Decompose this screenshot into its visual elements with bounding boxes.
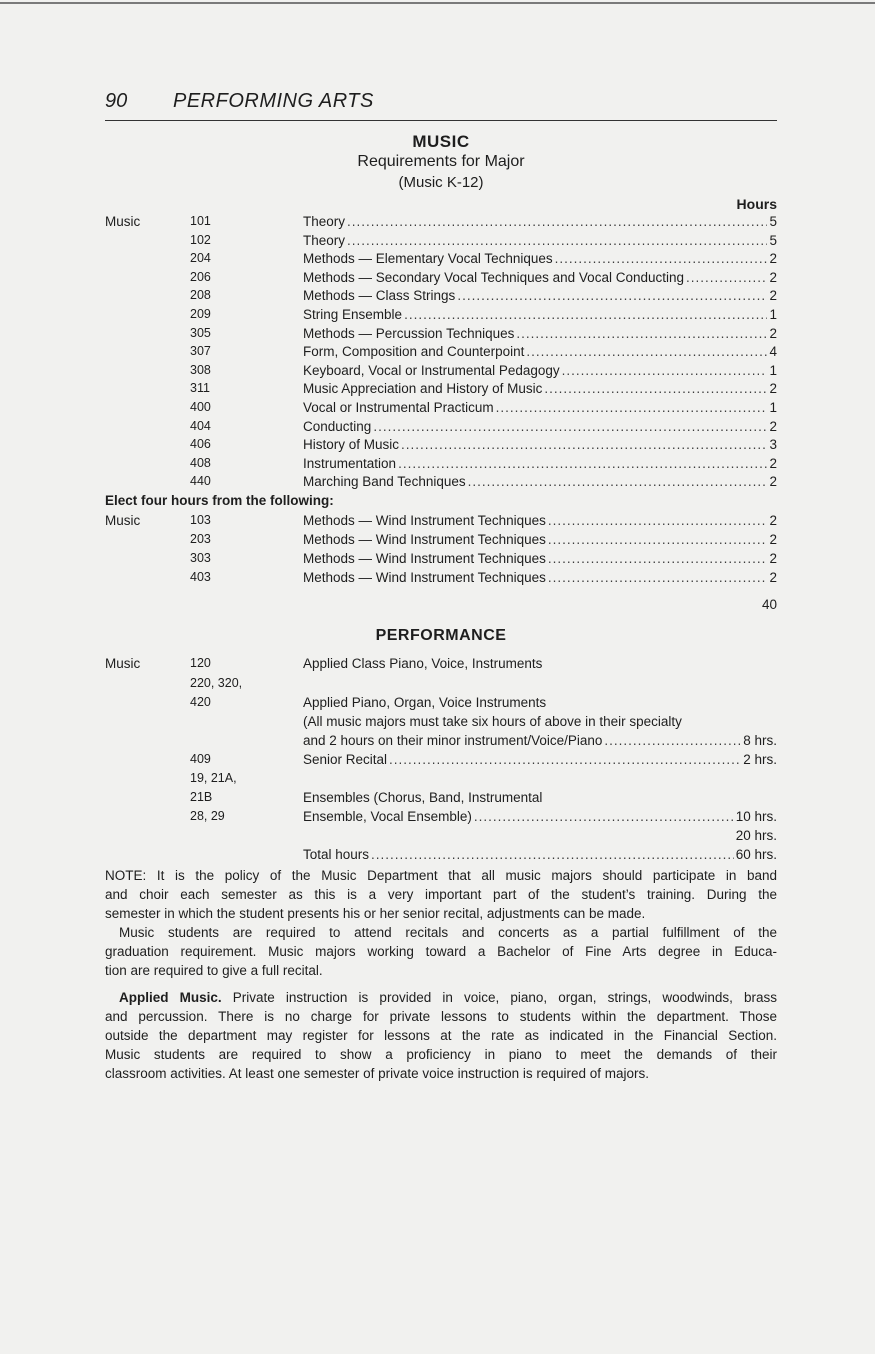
course-row bbox=[0, 233, 875, 252]
leader-dots bbox=[548, 513, 768, 528]
elect-label: Elect four hours from the following: bbox=[105, 493, 334, 508]
leader-dots bbox=[401, 437, 767, 452]
leader-dots bbox=[548, 532, 768, 547]
course-hours: 5 bbox=[769, 214, 777, 229]
text-line: semester in which the student presents his or her senior recital, adjustments can be made. bbox=[105, 906, 646, 921]
course-leader bbox=[303, 307, 777, 322]
course-hours: 2 bbox=[769, 288, 777, 304]
course-hours: 8 hrs. bbox=[743, 733, 777, 748]
applied-music-paragraph bbox=[105, 988, 777, 1083]
course-row bbox=[0, 437, 875, 456]
course-number: 403 bbox=[190, 570, 211, 584]
course-leader bbox=[303, 437, 777, 452]
performance-heading: PERFORMANCE bbox=[375, 627, 507, 644]
note-paragraph bbox=[105, 866, 777, 980]
course-number: 204 bbox=[190, 251, 211, 266]
course-number: 305 bbox=[190, 325, 211, 340]
course-hours: 4 bbox=[769, 344, 777, 360]
section-title: PERFORMING ARTS bbox=[173, 90, 374, 112]
text-line: tion are required to give a full recital. bbox=[105, 963, 323, 978]
course-title: Ensembles (Chorus, Band, Instrumental bbox=[303, 790, 543, 805]
course-number: 440 bbox=[190, 474, 211, 489]
course-row bbox=[0, 400, 875, 419]
course-row bbox=[0, 307, 875, 326]
course-leader bbox=[303, 381, 777, 396]
perf-row bbox=[0, 828, 875, 847]
perf-row bbox=[0, 656, 875, 675]
course-leader bbox=[303, 344, 777, 359]
perf-row bbox=[0, 809, 875, 828]
leader-dots bbox=[555, 251, 768, 266]
course-leader bbox=[303, 251, 777, 266]
course-note: and 2 hours on their minor instrument/Voice/Piano bbox=[303, 733, 603, 748]
course-title: Marching Band Techniques bbox=[303, 474, 466, 490]
leader-dots bbox=[404, 307, 767, 322]
course-hours: 2 bbox=[769, 381, 777, 397]
course-hours: 2 bbox=[769, 418, 777, 434]
course-leader bbox=[303, 270, 777, 285]
leader-dots bbox=[389, 752, 741, 767]
course-row bbox=[0, 381, 875, 400]
course-title: Methods — Wind Instrument Techniques bbox=[303, 551, 546, 566]
course-row bbox=[0, 419, 875, 438]
course-title: Methods — Percussion Techniques bbox=[303, 325, 515, 341]
text-line bbox=[105, 988, 777, 1007]
leader-dots bbox=[548, 551, 768, 566]
applied-music-heading: Applied Music. bbox=[119, 990, 222, 1005]
course-title: History of Music bbox=[303, 437, 400, 453]
leader-dots bbox=[548, 570, 768, 585]
requirements-heading: Requirements for Major bbox=[357, 153, 525, 170]
leader-dots bbox=[468, 474, 768, 489]
course-hours: 2 bbox=[769, 570, 777, 585]
course-hours: 2 bbox=[769, 455, 777, 471]
top-rule bbox=[0, 2, 875, 4]
course-hours: 2 bbox=[769, 532, 777, 547]
course-number: 400 bbox=[190, 400, 211, 414]
perf-row bbox=[0, 695, 875, 714]
course-number: 308 bbox=[190, 362, 211, 377]
course-number: 404 bbox=[190, 418, 211, 433]
leader-dots bbox=[347, 233, 767, 248]
leader-dots bbox=[604, 733, 741, 748]
text-line: Music students are required to show a proficiency in piano to meet the demands of their bbox=[105, 1047, 777, 1062]
leader-dots bbox=[347, 214, 767, 229]
course-title: Conducting bbox=[303, 418, 372, 434]
course-row bbox=[0, 288, 875, 307]
dept-label: Music bbox=[105, 656, 141, 671]
text-line: graduation requirement. Music majors working toward a Bachelor of Fine Arts degree in Educa- bbox=[105, 944, 777, 959]
text-line: and percussion. There is no charge for private lessons to students within the department. Those bbox=[105, 1009, 777, 1024]
course-title: Ensemble, Vocal Ensemble) bbox=[303, 809, 472, 824]
total-row bbox=[0, 597, 875, 616]
course-number: 220, 320, bbox=[190, 676, 243, 690]
course-title: Methods — Wind Instrument Techniques bbox=[303, 532, 546, 547]
course-leader bbox=[303, 214, 777, 229]
leader-dots bbox=[474, 809, 734, 824]
course-number: 307 bbox=[190, 344, 211, 359]
leader-dots bbox=[496, 400, 768, 415]
course-number: 21B bbox=[190, 790, 213, 804]
course-hours: 2 bbox=[769, 325, 777, 341]
leader-dots bbox=[373, 419, 767, 434]
course-leader bbox=[303, 233, 777, 248]
course-row bbox=[0, 513, 875, 532]
page-header bbox=[105, 90, 777, 121]
total-hours: 40 bbox=[761, 597, 777, 612]
leader-dots bbox=[686, 270, 767, 285]
course-number: 103 bbox=[190, 513, 211, 527]
course-hours: 2 bbox=[769, 551, 777, 566]
course-title: String Ensemble bbox=[303, 307, 403, 322]
course-number: 28, 29 bbox=[190, 809, 225, 823]
leader-dots bbox=[544, 381, 767, 396]
hours-column-header: Hours bbox=[736, 196, 777, 212]
course-leader bbox=[303, 513, 777, 528]
course-hours: 2 bbox=[769, 474, 777, 490]
course-title: Methods — Wind Instrument Techniques bbox=[303, 513, 546, 528]
subtotal-hours: 20 hrs. bbox=[735, 828, 777, 843]
course-hours: 5 bbox=[769, 232, 777, 248]
leader-dots bbox=[526, 344, 767, 359]
text-line: outside the department may register for lessons at the rate as indicated in the Financial Section. bbox=[105, 1028, 777, 1043]
course-hours: 2 hrs. bbox=[743, 752, 777, 767]
course-leader bbox=[303, 419, 777, 434]
text-line: classroom activities. At least one semester of private voice instruction is required of majors. bbox=[105, 1066, 649, 1081]
course-row bbox=[0, 570, 875, 589]
course-row bbox=[0, 456, 875, 475]
course-number: 406 bbox=[190, 437, 211, 452]
leader-dots bbox=[398, 456, 767, 471]
course-number: 303 bbox=[190, 551, 211, 565]
perf-row bbox=[0, 676, 875, 695]
page-number: 90 bbox=[105, 90, 128, 112]
course-leader bbox=[303, 326, 777, 341]
course-hours: 3 bbox=[769, 437, 777, 453]
course-hours: 1 bbox=[769, 307, 777, 322]
course-leader bbox=[303, 570, 777, 585]
course-leader bbox=[303, 551, 777, 566]
course-hours: 2 bbox=[769, 269, 777, 285]
course-title: Methods — Elementary Vocal Techniques bbox=[303, 251, 553, 267]
course-row bbox=[0, 251, 875, 270]
leader-dots bbox=[516, 326, 767, 341]
course-hours: 2 bbox=[769, 251, 777, 267]
course-note: (All music majors must take six hours of above in their specialty bbox=[303, 714, 682, 729]
course-number: 420 bbox=[190, 695, 211, 709]
course-title: Methods — Class Strings bbox=[303, 288, 456, 304]
course-number: 206 bbox=[190, 269, 211, 284]
text-line: NOTE: It is the policy of the Music Department that all music majors should participate in band bbox=[105, 868, 777, 883]
course-row bbox=[0, 270, 875, 289]
course-title: Methods — Wind Instrument Techniques bbox=[303, 570, 546, 585]
total-hours: 60 hrs. bbox=[735, 847, 777, 862]
perf-row bbox=[0, 733, 875, 752]
music-heading: MUSIC bbox=[412, 132, 470, 151]
dept-label: Music bbox=[105, 513, 141, 528]
course-number: 408 bbox=[190, 455, 211, 470]
text-line: Music students are required to attend recitals and concerts as a partial fulfillment of the bbox=[119, 925, 777, 940]
text-line: and choir each semester as this is a very important part of the student’s training. During the bbox=[105, 887, 777, 902]
dept-label: Music bbox=[105, 214, 141, 229]
perf-row bbox=[0, 752, 875, 771]
course-number: 102 bbox=[190, 232, 211, 247]
course-leader bbox=[303, 532, 777, 547]
course-hours: 1 bbox=[769, 362, 777, 378]
course-title: Instrumentation bbox=[303, 455, 397, 471]
course-hours: 2 bbox=[769, 513, 777, 528]
course-title: Applied Class Piano, Voice, Instruments bbox=[303, 656, 543, 671]
course-leader bbox=[303, 752, 777, 767]
course-leader bbox=[303, 809, 777, 824]
elect-row bbox=[0, 493, 875, 512]
course-title: Keyboard, Vocal or Instrumental Pedagogy bbox=[303, 362, 560, 378]
course-row bbox=[0, 474, 875, 493]
course-number: 19, 21A, bbox=[190, 771, 237, 785]
course-title: Senior Recital bbox=[303, 752, 388, 767]
course-title: Music Appreciation and History of Music bbox=[303, 381, 543, 397]
course-leader bbox=[303, 400, 777, 415]
course-hours: 1 bbox=[769, 400, 777, 415]
course-row bbox=[0, 551, 875, 570]
perf-row bbox=[0, 790, 875, 809]
course-leader bbox=[303, 847, 777, 862]
course-row bbox=[0, 344, 875, 363]
course-number: 208 bbox=[190, 288, 211, 303]
course-number: 209 bbox=[190, 307, 211, 321]
text-run: Private instruction is provided in voice, piano, organ, strings, woodwinds, brass bbox=[221, 990, 777, 1005]
course-leader bbox=[303, 363, 777, 378]
perf-row bbox=[0, 714, 875, 733]
course-title: Theory bbox=[303, 232, 346, 248]
course-leader bbox=[303, 474, 777, 489]
leader-dots bbox=[562, 363, 768, 378]
requirements-subheading: (Music K-12) bbox=[398, 174, 484, 191]
course-title: Form, Composition and Counterpoint bbox=[303, 344, 525, 360]
course-number: 311 bbox=[190, 381, 210, 396]
course-leader bbox=[303, 733, 777, 748]
course-title: Applied Piano, Organ, Voice Instruments bbox=[303, 695, 547, 710]
course-row bbox=[0, 214, 875, 233]
leader-dots bbox=[457, 288, 767, 303]
course-leader bbox=[303, 288, 777, 303]
course-leader bbox=[303, 456, 777, 471]
course-number: 120 bbox=[190, 656, 211, 670]
course-title: Theory bbox=[303, 214, 346, 229]
course-number: 203 bbox=[190, 532, 211, 546]
leader-dots bbox=[371, 847, 734, 862]
course-row bbox=[0, 326, 875, 345]
course-number: 409 bbox=[190, 752, 211, 766]
perf-row bbox=[0, 771, 875, 790]
course-row bbox=[0, 532, 875, 551]
perf-total-row bbox=[0, 847, 875, 866]
course-title: Methods — Secondary Vocal Techniques and Vocal Conducting bbox=[303, 269, 684, 285]
course-row bbox=[0, 363, 875, 382]
course-hours: 10 hrs. bbox=[735, 809, 777, 824]
total-label: Total hours bbox=[303, 847, 370, 862]
course-title: Vocal or Instrumental Practicum bbox=[303, 400, 494, 415]
course-number: 101 bbox=[190, 214, 211, 228]
